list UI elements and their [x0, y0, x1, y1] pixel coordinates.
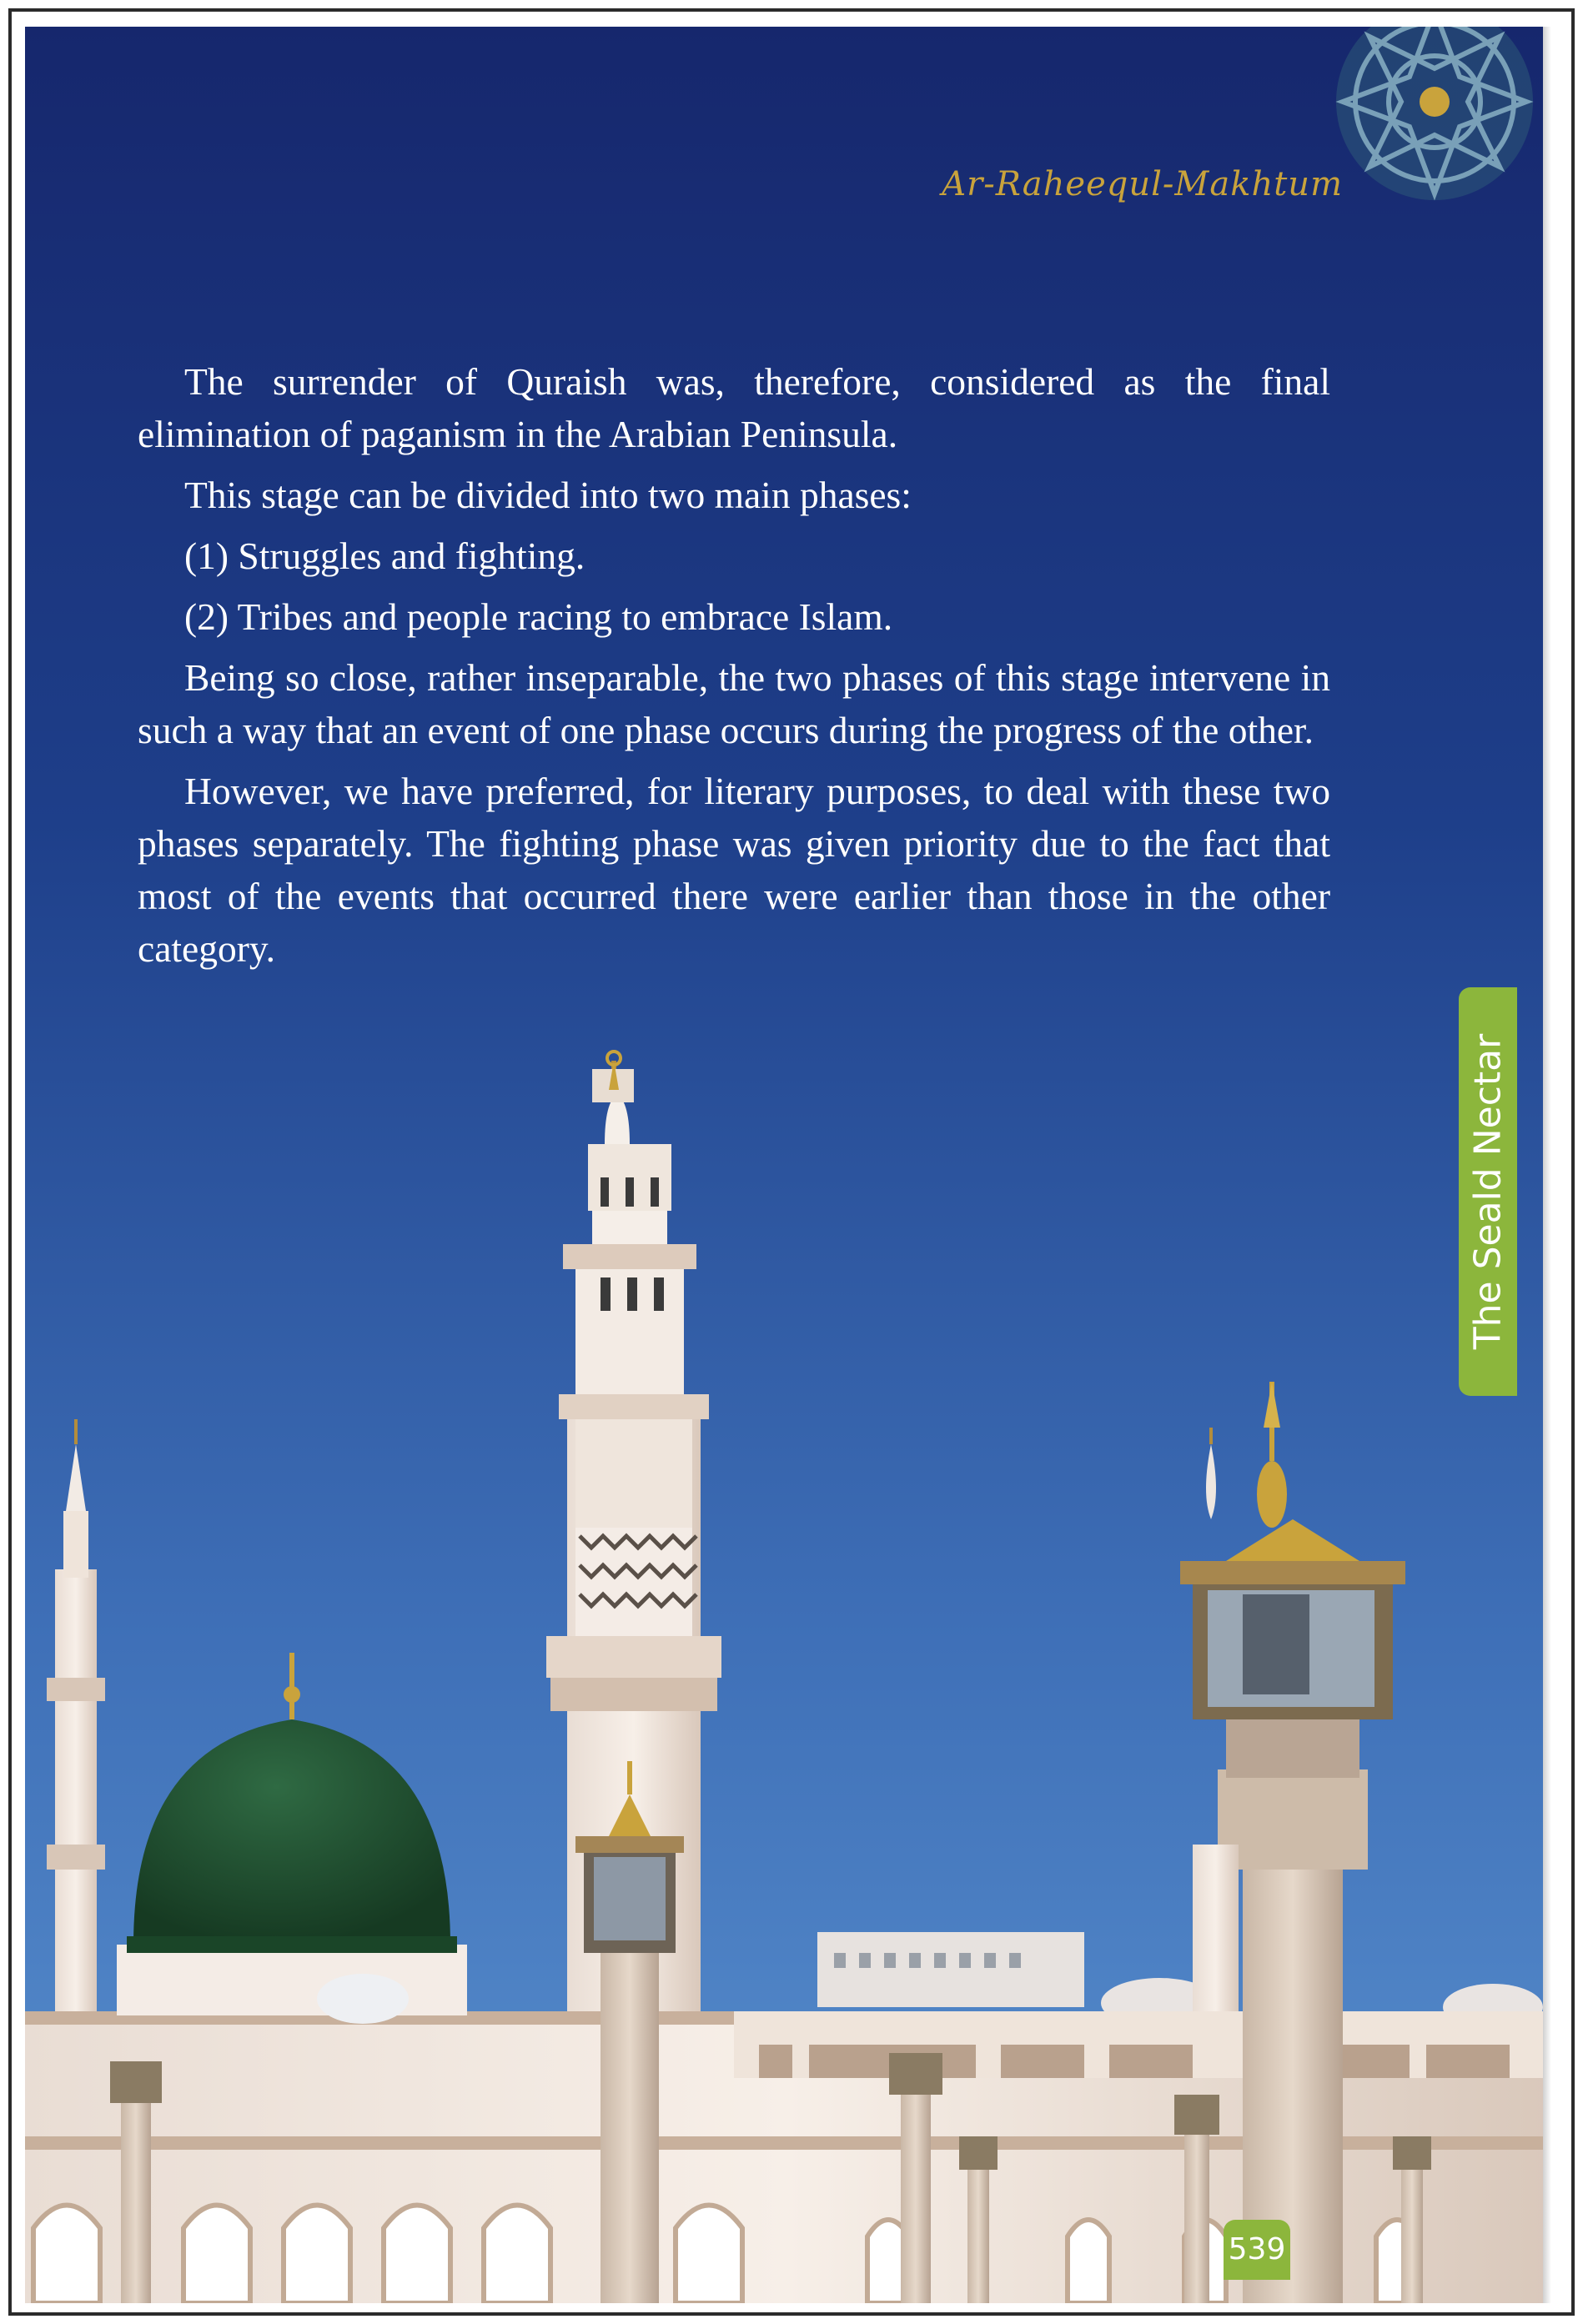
- paragraph: However, we have preferred, for literary purposes, to deal with these two phases separately. The fighting phase was given priority due to the fact that most of the events that occurred there were earlier than those in the other category.: [138, 770, 1330, 970]
- chapter-side-tab: [1459, 987, 1517, 1396]
- book-page: [25, 27, 1550, 2303]
- list-item: (2) Tribes and people racing to embrace Islam.: [184, 595, 893, 638]
- page-number: 539: [1224, 2220, 1290, 2280]
- side-tab-label: The Seald Nectar: [1466, 1033, 1510, 1350]
- list-item: (1) Struggles and fighting.: [184, 535, 585, 577]
- page-edge-shadow: [1543, 27, 1551, 2303]
- paragraph: Being so close, rather inseparable, the two phases of this stage intervene in such a way that an event of one phase occurs during the progress of the other.: [138, 656, 1330, 751]
- paragraph: This stage can be divided into two main phases:: [184, 474, 912, 516]
- running-header: Ar-Raheequl-Makhtum: [942, 165, 1343, 203]
- paragraph: The surrender of Quraish was, therefore, considered as the final elimination of paganism in the Arabian Peninsula.: [138, 360, 1330, 455]
- body-text: [138, 355, 1330, 983]
